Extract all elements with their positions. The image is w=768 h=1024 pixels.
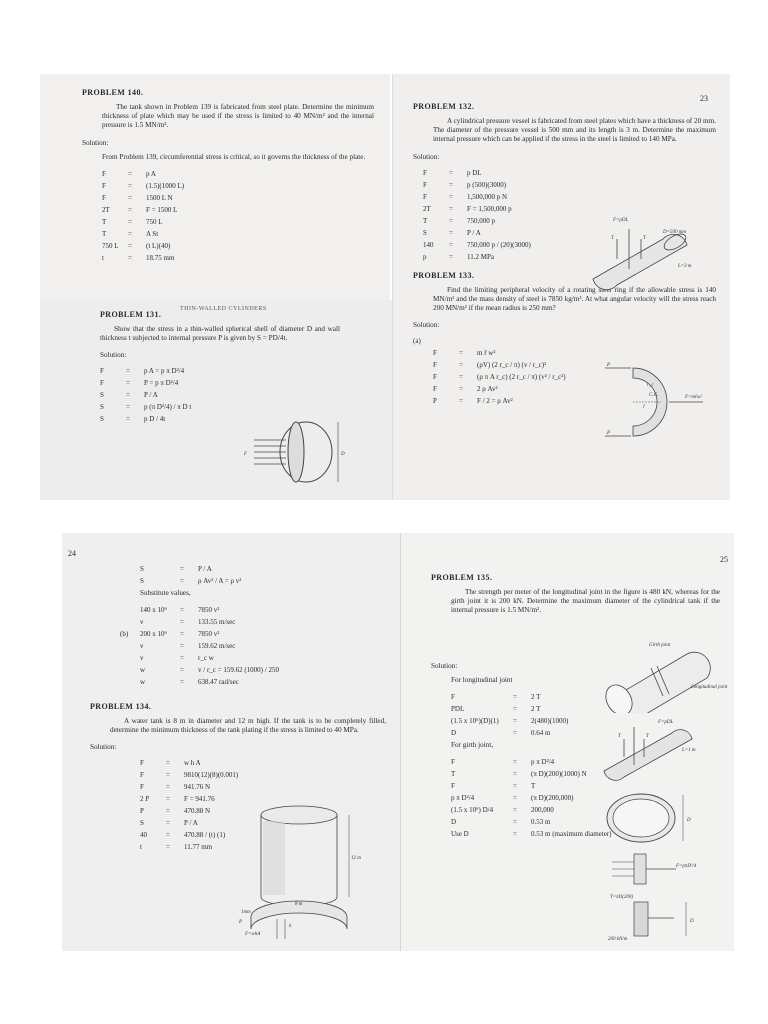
problem-133-cont-equations-3 — [120, 628, 386, 688]
problem-133-part-a — [413, 335, 716, 347]
sphere-diameter-label: D — [341, 452, 345, 457]
problem-140-eq-rhs: 18.75 mm — [146, 253, 175, 262]
problem-135-long-eq-lhs: D — [451, 728, 457, 737]
half-cyl-length-label: L=1 m — [682, 748, 696, 753]
problem-135-girth-eq-lhs: Use D — [451, 829, 469, 838]
problem-134-eq-row — [140, 757, 386, 769]
problem-131-title: PROBLEM 131. — [100, 310, 162, 319]
problem-140-eq-lhs: 2T — [102, 205, 110, 214]
problem-133-eq-lhs: P — [433, 397, 437, 406]
problem-133-cont3-eq-rhs: r_c w — [198, 654, 214, 662]
problem-135-long-eq-op: = — [513, 728, 517, 737]
problem-133-cont3-eq-lhs: v — [140, 642, 144, 650]
problem-133-cont1-eq-row — [140, 575, 386, 587]
vessel-force-label: F=pDL — [613, 218, 629, 223]
problem-135-girth-eq-rhs: 0.53 m (maximum diameter) — [531, 829, 612, 838]
problem-140-eq-op: = — [128, 193, 132, 202]
problem-135-long-eq-rhs: 2 T — [531, 704, 541, 713]
problem-134-eq-lhs: 2 P — [140, 795, 150, 804]
problem-134-eq-rhs: 470.88 / (t) (1) — [184, 831, 226, 840]
vessel-t-right: T — [643, 236, 646, 241]
problem-135-girth-eq-lhs: F — [451, 757, 455, 766]
problem-134-eq-lhs: F — [140, 759, 144, 768]
problem-133-eq-lhs: F — [433, 385, 437, 394]
problem-135-long-eq-op: = — [513, 692, 517, 701]
problem-131-eq-lhs: S — [100, 415, 104, 424]
problem-132-eq-op: = — [449, 168, 453, 177]
problem-134-eq-lhs: t — [140, 843, 142, 852]
tank-width-label: 1mm — [241, 910, 251, 915]
problem-134-eq-rhs: 470.88 N — [184, 807, 211, 816]
problem-134-statement: A water tank is 8 m in diameter and 12 m high. If the tank is to be completely filled, determine the minimum thickness of the tank plating if the stress is limited to 40 MPa. — [110, 717, 386, 735]
problem-131-eq-lhs: F — [100, 379, 104, 388]
page-23 — [392, 74, 730, 500]
page-25 — [400, 533, 734, 951]
girth-joint-label: For girth joint, — [451, 740, 494, 749]
problem-133-eq-op: = — [459, 373, 463, 382]
problem-132-eq-op: = — [449, 252, 453, 261]
girth-free-body-figure — [606, 848, 726, 943]
problem-132-eq-lhs: F — [423, 180, 427, 189]
tank-force-label: F=whA — [245, 932, 261, 937]
problem-133-cont3-eq-row — [140, 676, 386, 688]
problem-131-eq-lhs: F — [100, 367, 104, 376]
tank-h-label: h — [289, 924, 292, 929]
problem-133-cont1-eq-rhs: ρ Av² / A = ρ v² — [198, 577, 242, 585]
problem-131-eq-rhs: P = p π D²/4 — [144, 379, 179, 388]
page-number-24: 24 — [68, 549, 76, 558]
girth-d-label: D — [690, 919, 694, 924]
problem-131-eq-op: = — [126, 379, 130, 388]
problem-133-cont3-eq-row — [140, 664, 386, 676]
problem-133-cont3-eq-lhs: 200 x 10⁶ — [140, 630, 167, 638]
girth-tank-figure — [591, 638, 731, 713]
problem-135-girth-eq-lhs: F — [451, 781, 455, 790]
problem-135-girth-eq-op: = — [513, 793, 517, 802]
problem-133-eq-rhs: 2 ρ Av² — [477, 385, 498, 394]
problem-135-long-eq-op: = — [513, 716, 517, 725]
problem-132-statement: A cylindrical pressure vessel is fabricated from steel plates which have a thickness of 20 mm. The diameter of the pressure vessel is 500 mm and its length is 3 m. Determine the maximum internal pressure which can be applied if the stress in the steel is limited to 140 MPa. — [433, 117, 716, 144]
problem-133-cont3-eq-op: = — [180, 630, 184, 638]
problem-135-long-eq-lhs: (1.5 x 10⁶)(D)(1) — [451, 716, 499, 725]
problem-131-eq-row — [100, 389, 376, 401]
tank-height-label: 12 m — [351, 856, 361, 861]
problem-140-eq-lhs: T — [102, 217, 107, 226]
ring-cg-label: C.G. — [649, 393, 659, 398]
problem-132-title: PROBLEM 132. — [413, 102, 475, 111]
problem-140-eq-row — [102, 228, 374, 240]
problem-133-cont1-eq-row — [140, 563, 386, 575]
girth-f-label: F=pπD²/4 — [676, 864, 697, 869]
problem-133-cont3-eq-row — [140, 640, 386, 652]
problem-135-long-eq-rhs: 0.64 m — [531, 728, 551, 737]
problem-140-eq-row — [102, 252, 374, 264]
problem-134-eq-op: = — [166, 771, 170, 780]
problem-133-cont1-eq-op: = — [180, 577, 184, 585]
problem-132-eq-rhs: 1,500,000 p N — [467, 192, 508, 201]
problem-132-eq-rhs: 750,000 p — [467, 216, 495, 225]
problem-135-girth-eq-rhs: 200,000 — [531, 805, 554, 814]
problem-133-cont2-eq-rhs: 133.55 m/sec — [198, 618, 236, 626]
ring-p-bottom: P — [607, 431, 611, 436]
problem-133-cont1-eq-lhs: S — [140, 577, 144, 585]
problem-132-eq-lhs: p — [423, 252, 427, 261]
problem-133-eq-op: = — [459, 361, 463, 370]
problem-131-eq-op: = — [126, 415, 130, 424]
problem-132-eq-op: = — [449, 192, 453, 201]
problem-134-eq-op: = — [166, 783, 170, 792]
vessel-t-left: T — [611, 236, 614, 241]
problem-133-cont3-eq-op: = — [180, 654, 184, 662]
problem-133-cont1-eq-op: = — [180, 565, 184, 573]
spread-gap — [40, 500, 734, 533]
problem-140-eq-row — [102, 180, 374, 192]
problem-133-cont2-eq-lhs: 140 x 10⁶ — [140, 606, 167, 614]
problem-135-long-eq-lhs: PDL — [451, 704, 465, 713]
problem-134-eq-op: = — [166, 831, 170, 840]
problem-133-cont3-eq-op: = — [180, 678, 184, 686]
problem-132-eq-op: = — [449, 204, 453, 213]
sphere-figure — [240, 410, 360, 490]
problem-132-eq-op: = — [449, 180, 453, 189]
problem-131-statement: Show that the stress in a thin-walled spherical shell of diameter D and wall thickness t subjected to internal pressure P is given by S = PD/4t. — [100, 325, 340, 343]
problem-140-eq-rhs: (t L)(40) — [146, 241, 171, 250]
problem-133-cont2-eq-row — [140, 604, 386, 616]
problem-140-eq-rhs: (1.5)(1000 L) — [146, 181, 185, 190]
problem-134-eq-lhs: F — [140, 771, 144, 780]
problem-134-eq-rhs: P / A — [184, 819, 198, 828]
half-cyl-t-left: T — [618, 734, 621, 739]
problem-133-eq-rhs: (ρV) (2 r_c / π) (v / r_c)² — [477, 361, 547, 370]
problem-132-eq-rhs: 750,000 p / (20)(3000) — [467, 240, 531, 249]
problem-140-eq-rhs: F = 1500 L — [146, 205, 178, 214]
part-a-label: (a) — [413, 337, 421, 346]
problem-135-girth-eq-rhs: (π D)(200,000) — [531, 793, 574, 802]
longitudinal-joint-fig-label: Longitudinal joint — [691, 685, 728, 690]
half-cyl-force-label: F=pDL — [658, 720, 674, 725]
problem-140-eq-op: = — [128, 253, 132, 262]
problem-134-eq-lhs: P — [140, 807, 144, 816]
problem-140-eq-op: = — [128, 181, 132, 190]
problem-132-eq-row — [423, 191, 716, 203]
problem-133-eq-op: = — [459, 385, 463, 394]
problem-133-cont-equations-2 — [120, 604, 386, 628]
problem-132-eq-rhs: P / A — [467, 228, 481, 237]
ring-end-figure — [601, 791, 721, 846]
problem-133-cont2-eq-op: = — [180, 618, 184, 626]
problem-135-girth-eq-rhs: p π D²/4 — [531, 757, 555, 766]
page-number-23: 23 — [700, 94, 708, 103]
problem-131-eq-lhs: S — [100, 403, 104, 412]
problem-132-eq-op: = — [449, 240, 453, 249]
problem-131-eq-rhs: p (π D²/4) / π D t — [144, 403, 192, 412]
problem-140-eq-row — [102, 240, 374, 252]
problem-134-eq-op: = — [166, 807, 170, 816]
problem-132-eq-lhs: 2T — [423, 204, 431, 213]
problem-134-eq-row — [140, 781, 386, 793]
problem-131-eq-rhs: p A = p π D²/4 — [144, 367, 185, 376]
part-b-label: (b) — [120, 630, 129, 638]
problem-135-girth-eq-op: = — [513, 757, 517, 766]
problem-133-cont3-eq-row — [140, 652, 386, 664]
half-cylinder-figure — [596, 711, 721, 786]
problem-132-solution-label: Solution: — [413, 152, 440, 161]
problem-132-eq-lhs: 140 — [423, 240, 434, 249]
problem-131-eq-op: = — [126, 403, 130, 412]
ring-p-top: P — [607, 363, 611, 368]
problem-140-eq-row — [102, 204, 374, 216]
problem-140-eq-row — [102, 216, 374, 228]
problem-133-eq-lhs: F — [433, 373, 437, 382]
problem-135-girth-eq-rhs: (π D)(200)(1000) N — [531, 769, 587, 778]
problem-140-solution-label: Solution: — [82, 138, 109, 147]
problem-133-cont1-eq-lhs: S — [140, 565, 144, 573]
problem-140-eq-lhs: t — [102, 253, 104, 262]
problem-134-eq-lhs: F — [140, 783, 144, 792]
problem-135-girth-eq-lhs: p π D²/4 — [451, 793, 475, 802]
problem-140-intro: From Problem 139, circumferential stress is critical, so it governs the thickness of the plate. — [102, 152, 366, 161]
thin-walled-header: THIN-WALLED CYLINDERS — [180, 306, 267, 312]
page-24 — [62, 533, 400, 951]
tank-p-label: P — [239, 920, 243, 925]
problem-134-eq-lhs: 40 — [140, 831, 147, 840]
problem-135-girth-eq-op: = — [513, 781, 517, 790]
problem-134-eq-op: = — [166, 795, 170, 804]
problem-135-girth-eq-op: = — [513, 769, 517, 778]
problem-134-eq-rhs: 11.77 mm — [184, 843, 213, 852]
problem-132-eq-lhs: F — [423, 192, 427, 201]
problem-140-eq-lhs: T — [102, 229, 107, 238]
problem-135-girth-eq-lhs: T — [451, 769, 456, 778]
problem-133-cont2-eq-lhs: v — [140, 618, 144, 626]
problem-135-solution-label: Solution: — [431, 661, 458, 670]
water-tank-figure — [237, 801, 387, 941]
problem-134-eq-op: = — [166, 843, 170, 852]
problem-135-girth-eq-op: = — [513, 817, 517, 826]
problem-133-cont3-eq-lhs: v — [140, 654, 144, 662]
problem-140-eq-lhs: F — [102, 193, 106, 202]
problem-140-eq-row — [102, 192, 374, 204]
problem-140-eq-op: = — [128, 169, 132, 178]
problem-140-eq-op: = — [128, 217, 132, 226]
problem-133-cont3-eq-lhs: w — [140, 678, 146, 686]
problem-135-girth-eq-rhs: 0.53 m — [531, 817, 551, 826]
problem-135-statement: The strength per meter of the longitudinal joint in the figure is 480 kN, whereas for the girth joint it is 200 kN. Determine the maximum diameter of the cylindrical tank if the internal pressure is 1.5 MN/m². — [451, 588, 720, 615]
ring-end-d-label: D — [687, 818, 691, 823]
problem-140-eq-rhs: p A — [146, 169, 156, 178]
problem-132-eq-rhs: p DL — [467, 168, 482, 177]
problem-134-eq-op: = — [166, 819, 170, 828]
problem-132-eq-row — [423, 167, 716, 179]
pressure-vessel-figure — [583, 209, 713, 294]
problem-140-eq-rhs: 750 L — [146, 217, 163, 226]
problem-133-cont1-eq-rhs: P / A — [198, 565, 212, 573]
problem-131-solution-label: Solution: — [100, 351, 127, 360]
problem-133-cont3-eq-rhs: v / r_c = 159.62 (1000) / 250 — [198, 666, 279, 674]
problem-135-girth-eq-op: = — [513, 829, 517, 838]
girth-joint-fig-label: Girth joint — [649, 643, 671, 648]
problem-135-girth-eq-op: = — [513, 805, 517, 814]
problem-131-eq-row — [100, 365, 376, 377]
sphere-force-label: F — [244, 452, 248, 457]
problem-133-eq-rhs: (ρ π A r_c) (2 r_c / π) (v² / r_c²) — [477, 373, 566, 382]
problem-135-long-eq-rhs: 2(480)(1000) — [531, 716, 569, 725]
problem-131-eq-op: = — [126, 391, 130, 400]
problem-132-eq-op: = — [449, 228, 453, 237]
problem-140-eq-lhs: 750 L — [102, 241, 119, 250]
problem-131-eq-lhs: S — [100, 391, 104, 400]
problem-133-cont3-eq-rhs: 159.62 m/sec — [198, 642, 236, 650]
ring-force-label: F=mr̄ω² — [685, 395, 703, 400]
girth-bottom-label: 200 kN/m — [608, 937, 628, 942]
problem-135-girth-eq-lhs: (1.5 x 10⁶) D/4 — [451, 805, 494, 814]
rotating-ring-figure — [603, 362, 723, 442]
problem-134-eq-row — [140, 769, 386, 781]
problem-140-eq-rhs: A St — [146, 229, 159, 238]
problem-131-eq-rhs: P / A — [144, 391, 158, 400]
problem-134-solution-label: Solution: — [90, 743, 117, 752]
problem-132-eq-row — [423, 179, 716, 191]
problem-135-long-eq-lhs: F — [451, 692, 455, 701]
problem-140-statement: The tank shown in Problem 139 is fabricated from steel plate. Determine the minimum thickness of plate which may be used if the stress is limited to 40 MN/m² and the internal pressure is 1.5 MN/m². — [102, 103, 374, 130]
page-problem-140 — [40, 74, 390, 314]
problem-134-eq-rhs: w h A — [184, 759, 201, 768]
problem-133-eq-lhs: F — [433, 349, 437, 358]
problem-133-title: PROBLEM 133. — [413, 270, 475, 280]
problem-133-cont3-eq-lhs: w — [140, 666, 146, 674]
problem-131-eq-rhs: p D / 4t — [144, 415, 166, 424]
problem-135-girth-eq-lhs: D — [451, 817, 457, 826]
problem-140-eq-lhs: F — [102, 181, 106, 190]
problem-140-title: PROBLEM 140. — [82, 88, 144, 97]
problem-135-title: PROBLEM 135. — [431, 573, 493, 582]
problem-134-eq-rhs: 9810(12)(8)(0.001) — [184, 771, 239, 780]
problem-140-equations — [82, 168, 374, 264]
problem-132-eq-rhs: F = 1,500,000 p — [467, 204, 512, 213]
half-cyl-t-right: T — [646, 734, 649, 739]
problem-132-eq-lhs: T — [423, 216, 428, 225]
problem-134-title: PROBLEM 134. — [90, 702, 152, 711]
problem-135-long-eq-rhs: 2 T — [531, 692, 541, 701]
longitudinal-joint-label: For longitudinal joint — [451, 675, 513, 684]
problem-140-eq-op: = — [128, 241, 132, 250]
problem-140-eq-rhs: 1500 L N — [146, 193, 173, 202]
problem-133-eq-rhs: m r̄ w² — [477, 349, 496, 358]
ring-rc-label: r_c — [647, 383, 654, 388]
problem-132-eq-lhs: F — [423, 168, 427, 177]
problem-134-eq-lhs: S — [140, 819, 144, 828]
problem-133-eq-op: = — [459, 349, 463, 358]
problem-133-cont2-eq-rhs: 7850 v² — [198, 606, 220, 614]
substitute-values-label: Substitute values, — [140, 589, 191, 597]
problem-133-eq-lhs: F — [433, 361, 437, 370]
problem-140-eq-lhs: F — [102, 169, 106, 178]
problem-133-eq-row — [433, 347, 716, 359]
problem-133-cont3-eq-op: = — [180, 666, 184, 674]
problem-133-cont2-eq-row — [140, 616, 386, 628]
problem-132-eq-rhs: 11.2 MPa — [467, 252, 494, 261]
problem-140-eq-row — [102, 168, 374, 180]
problem-140-eq-op: = — [128, 205, 132, 214]
problem-133-statement: Find the limiting peripheral velocity of a rotating steel ring if the allowable stress is 140 MN/m² and the mass density of steel is 7850 kg/m³. At what angular velocity will the stress reach 200 MN/m² if the mean radius is 250 mm? — [433, 285, 716, 313]
problem-132-eq-op: = — [449, 216, 453, 225]
problem-133-eq-op: = — [459, 397, 463, 406]
problem-131-eq-op: = — [126, 367, 130, 376]
girth-t-label: T=πD(200) — [610, 895, 634, 900]
problem-134-eq-rhs: F = 941.76 — [184, 795, 215, 804]
problem-133-cont3-eq-row — [140, 628, 386, 640]
problem-133-solution-label: Solution: — [413, 321, 440, 330]
tank-diameter-label: 8 m — [295, 902, 303, 907]
problem-133-cont-equations-1 — [120, 563, 386, 587]
problem-131-eq-row — [100, 377, 376, 389]
ring-rbar-label: r̄ — [643, 405, 645, 410]
problem-140-eq-op: = — [128, 229, 132, 238]
problem-133-cont3-eq-op: = — [180, 642, 184, 650]
vessel-length-label: L=3 m — [678, 264, 692, 269]
problem-135-girth-eq-rhs: T — [531, 781, 536, 790]
problem-133-cont3-eq-rhs: 7850 v² — [198, 630, 220, 638]
problem-134-eq-op: = — [166, 759, 170, 768]
vessel-diameter-label: D=500 mm — [663, 230, 686, 235]
problem-135-long-eq-op: = — [513, 704, 517, 713]
problem-133-cont2-eq-op: = — [180, 606, 184, 614]
problem-133-cont3-eq-rhs: 638.47 rad/sec — [198, 678, 239, 686]
page-problem-131 — [40, 300, 392, 500]
problem-132-eq-rhs: p (500)(3000) — [467, 180, 507, 189]
problem-132-eq-lhs: S — [423, 228, 427, 237]
page-number-25: 25 — [720, 555, 728, 564]
problem-134-eq-rhs: 941.76 N — [184, 783, 211, 792]
problem-133-eq-rhs: F / 2 = ρ Av² — [477, 397, 513, 406]
